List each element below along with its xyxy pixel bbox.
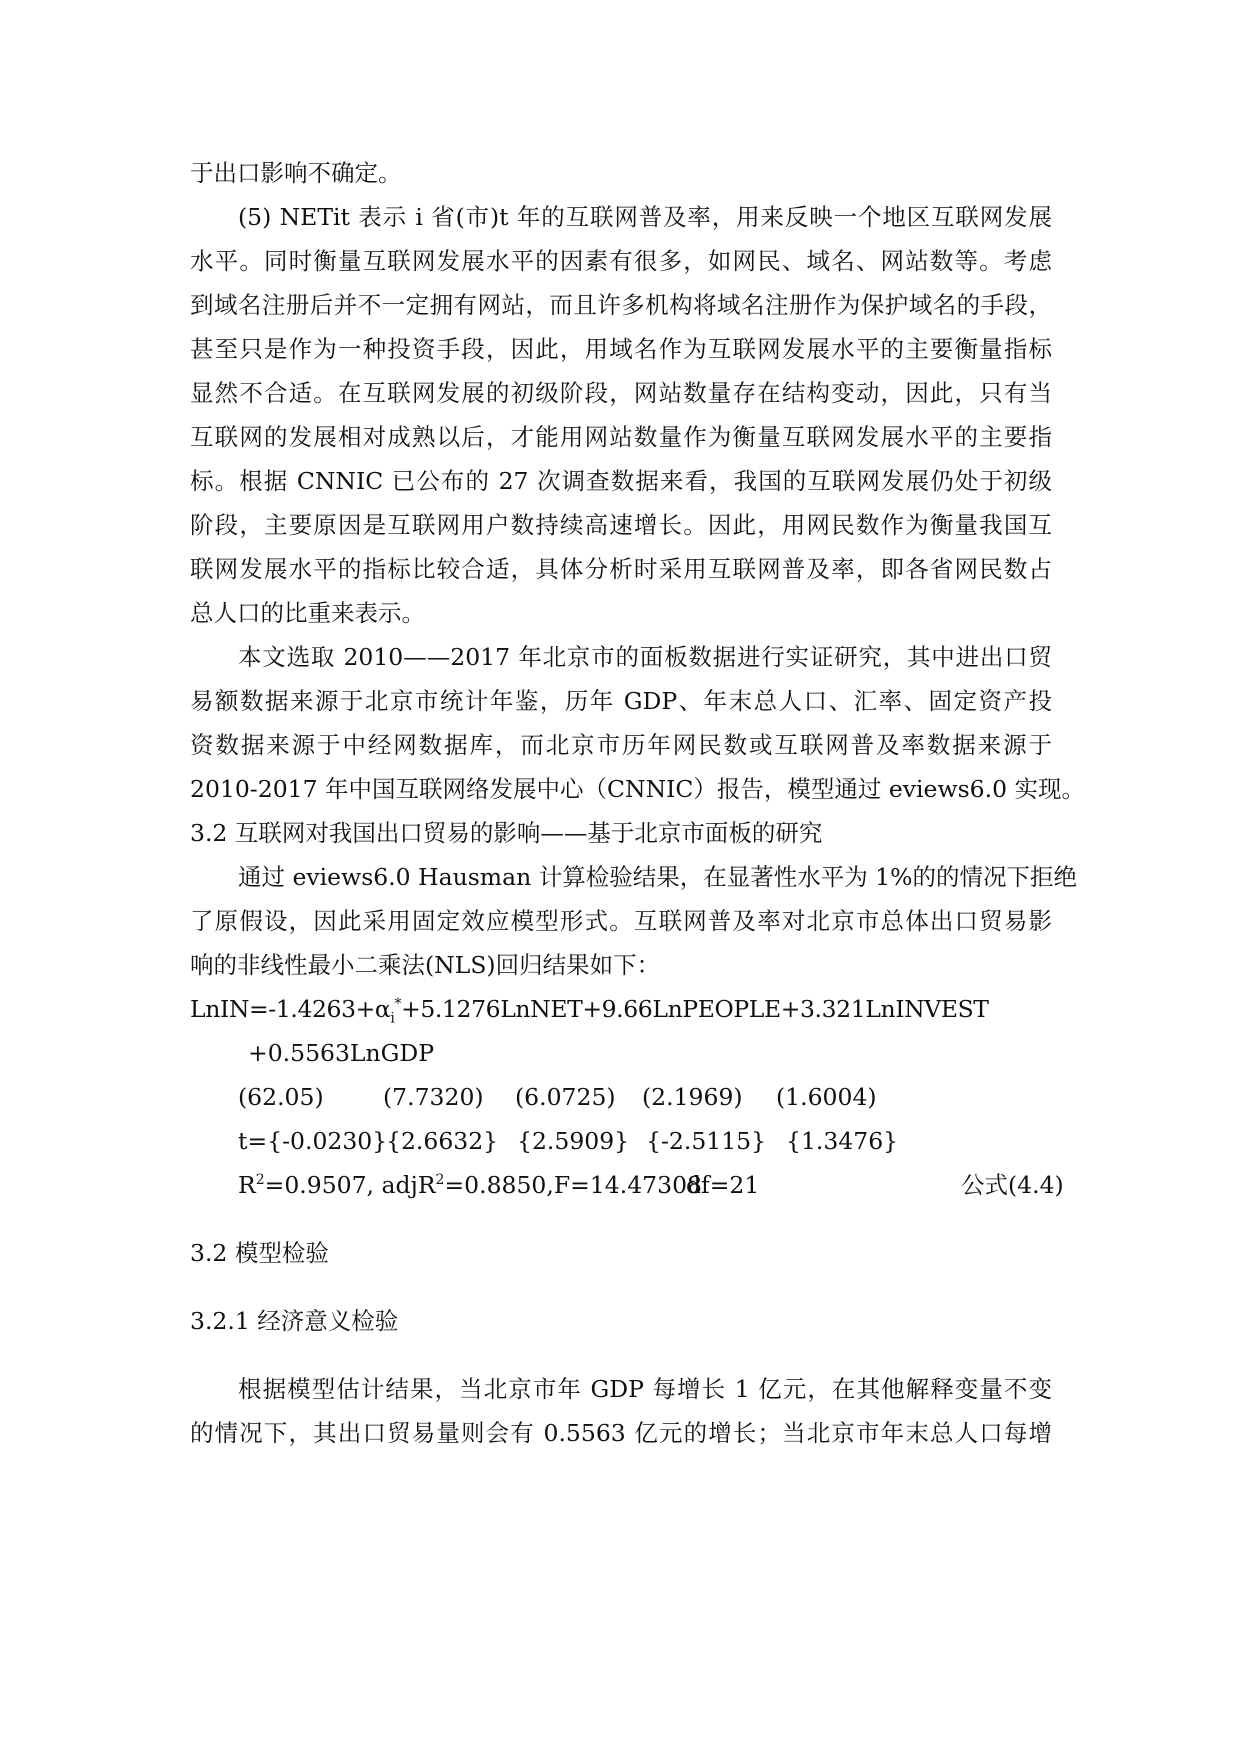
t-statistic: {2.5909}: [517, 1127, 630, 1155]
paragraph-line: 到域名注册后并不一定拥有网站，而且许多机构将域名注册作为保护域名的手段，: [190, 291, 1052, 319]
paragraph-line: 了原假设，因此采用固定效应模型形式。互联网普及率对北京市总体出口贸易影: [190, 907, 1052, 935]
section-heading: 3.2 模型检验: [190, 1239, 329, 1267]
paragraph-line: 互联网的发展相对成熟以后，才能用网站数量作为衡量互联网发展水平的主要指: [190, 423, 1052, 451]
paragraph-line: 甚至只是作为一种投资手段，因此，用域名作为互联网发展水平的主要衡量指标: [190, 335, 1052, 363]
paragraph-line: 于出口影响不确定。: [190, 159, 402, 187]
section-heading: 3.2 互联网对我国出口贸易的影响——基于北京市面板的研究: [190, 819, 823, 847]
standard-error: (7.7320): [383, 1083, 484, 1111]
equation-line-2: +0.5563LnGDP: [248, 1039, 435, 1067]
equation-part: LnIN=-1.4263+α: [190, 995, 391, 1023]
equation-superscript: 2: [435, 1172, 445, 1189]
equation-part: =0.8850,F=14.47308: [444, 1171, 702, 1199]
paragraph-line: 总人口的比重来表示。: [190, 599, 425, 627]
t-statistic: {1.3476}: [786, 1127, 899, 1155]
standard-error: (6.0725): [515, 1083, 616, 1111]
t-statistic: {-2.5115}: [646, 1127, 767, 1155]
paragraph-line: 水平。同时衡量互联网发展水平的因素有很多，如网民、域名、网站数等。考虑: [190, 247, 1052, 275]
equation-part: R: [238, 1171, 256, 1199]
paragraph-line: 根据模型估计结果，当北京市年 GDP 每增长 1 亿元，在其他解释变量不变: [238, 1375, 1052, 1403]
degrees-of-freedom: df=21: [686, 1171, 760, 1199]
paragraph-line: 响的非线性最小二乘法(NLS)回归结果如下：: [190, 951, 661, 979]
equation-part: =0.9507, adjR: [264, 1171, 436, 1199]
regression-statistics: [238, 1170, 702, 1200]
equation-subscript: i: [390, 1010, 395, 1027]
paragraph-line: 联网发展水平的指标比较合适，具体分析时采用互联网普及率，即各省网民数占: [190, 555, 1052, 583]
paragraph-line: 通过 eviews6.0 Hausman 计算检验结果，在显著性水平为 1%的的情况下拒绝: [238, 863, 1077, 891]
equation-superscript: 2: [255, 1172, 265, 1189]
standard-error: (2.1969): [642, 1083, 743, 1111]
t-statistic: t={-0.0230}: [238, 1127, 388, 1155]
t-statistic: {2.6632}: [386, 1127, 499, 1155]
paragraph-line: 易额数据来源于北京市统计年鉴，历年 GDP、年末总人口、汇率、固定资产投: [190, 687, 1052, 715]
equation-label: 公式(4.4): [961, 1171, 1064, 1199]
paragraph-line: 阶段，主要原因是互联网用户数持续高速增长。因此，用网民数作为衡量我国互: [190, 511, 1052, 539]
paragraph-line: 显然不合适。在互联网发展的初级阶段，网站数量存在结构变动，因此，只有当: [190, 379, 1052, 407]
equation-superscript: *: [394, 996, 402, 1013]
paragraph-line: 2010-2017 年中国互联网络发展中心（CNNIC）报告，模型通过 eviews6.0 实现。: [190, 775, 1085, 803]
standard-error: (1.6004): [776, 1083, 877, 1111]
paragraph-line: 的情况下，其出口贸易量则会有 0.5563 亿元的增长；当北京市年末总人口每增: [190, 1419, 1052, 1447]
paragraph-line: 标。根据 CNNIC 已公布的 27 次调查数据来看，我国的互联网发展仍处于初级: [190, 467, 1052, 495]
paragraph-line: 本文选取 2010——2017 年北京市的面板数据进行实证研究，其中进出口贸: [238, 643, 1052, 671]
subsection-heading: 3.2.1 经济意义检验: [190, 1307, 399, 1335]
equation-part: +5.1276LnNET+9.66LnPEOPLE+3.321LnINVEST: [401, 995, 989, 1023]
paragraph-line: 资数据来源于中经网数据库，而北京市历年网民数或互联网普及率数据来源于: [190, 731, 1052, 759]
equation-line-1: [190, 994, 989, 1027]
paragraph-line: (5) NETit 表示 i 省(市)t 年的互联网普及率，用来反映一个地区互联网发展: [238, 203, 1052, 231]
standard-error: (62.05): [238, 1083, 324, 1111]
